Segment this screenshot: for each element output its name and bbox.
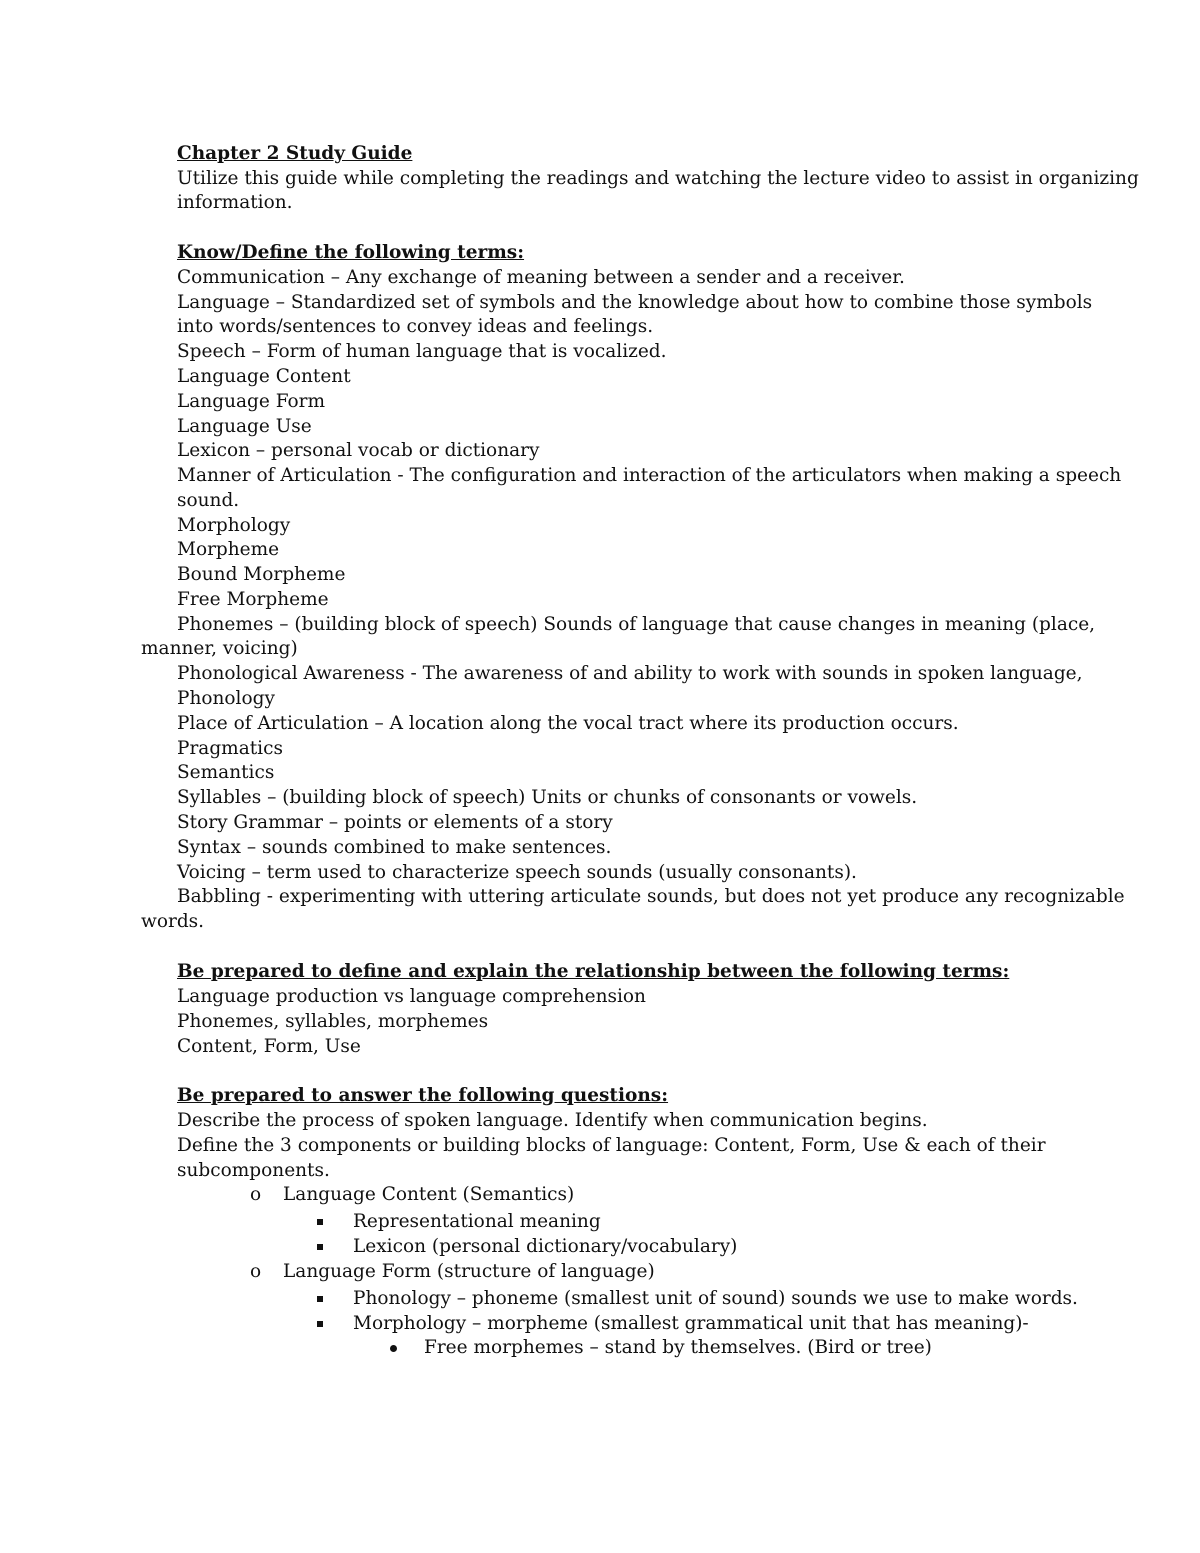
- question-line: Describe the process of spoken language. Identify when communication begins.: [177, 1110, 928, 1131]
- intro-line: information.: [177, 192, 293, 213]
- square-bullet-icon: [317, 1296, 323, 1302]
- relationship-heading: Be prepared to define and explain the relationship between the following terms:: [177, 961, 1010, 982]
- dot-bullet-icon: [390, 1345, 397, 1352]
- outline-level2: Morphology – morpheme (smallest grammatical unit that has meaning)-: [353, 1313, 1029, 1334]
- page-title: Chapter 2 Study Guide: [177, 143, 413, 164]
- relationship-line: Phonemes, syllables, morphemes: [177, 1011, 489, 1032]
- term-line: Syllables – (building block of speech) Units or chunks of consonants or vowels.: [177, 787, 918, 808]
- term-line: manner, voicing): [141, 638, 298, 659]
- questions-heading: Be prepared to answer the following questions:: [177, 1085, 669, 1106]
- outline-level2: Phonology – phoneme (smallest unit of sound) sounds we use to make words.: [353, 1288, 1078, 1309]
- circle-bullet-icon: o: [250, 1184, 262, 1205]
- term-line: Language Form: [177, 391, 326, 412]
- term-line: Story Grammar – points or elements of a story: [177, 812, 613, 833]
- term-line: Semantics: [177, 762, 275, 783]
- term-line: Communication – Any exchange of meaning between a sender and a receiver.: [177, 267, 905, 288]
- outline-level1: Language Content (Semantics): [283, 1184, 575, 1205]
- term-line: into words/sentences to convey ideas and feelings.: [177, 316, 654, 337]
- relationship-line: Language production vs language comprehension: [177, 986, 646, 1007]
- square-bullet-icon: [317, 1244, 323, 1250]
- square-bullet-icon: [317, 1219, 323, 1225]
- term-line: Phonemes – (building block of speech) Sounds of language that cause changes in meaning (place,: [177, 614, 1096, 635]
- term-line: Voicing – term used to characterize speech sounds (usually consonants).: [177, 862, 857, 883]
- term-line: Babbling - experimenting with uttering articulate sounds, but does not yet produce any recognizable: [177, 886, 1125, 907]
- term-line: Manner of Articulation - The configuration and interaction of the articulators when making a speech: [177, 465, 1122, 486]
- term-line: Place of Articulation – A location along the vocal tract where its production occurs.: [177, 713, 959, 734]
- term-line: Morpheme: [177, 539, 280, 560]
- intro-line: Utilize this guide while completing the readings and watching the lecture video to assist in organizing: [177, 168, 1139, 189]
- term-line: words.: [141, 911, 205, 932]
- term-line: Pragmatics: [177, 738, 283, 759]
- outline-level2: Lexicon (personal dictionary/vocabulary): [353, 1236, 738, 1257]
- term-line: Language – Standardized set of symbols and the knowledge about how to combine those symbols: [177, 292, 1093, 313]
- term-line: Language Use: [177, 416, 312, 437]
- question-line: Define the 3 components or building blocks of language: Content, Form, Use & each of their: [177, 1135, 1046, 1156]
- term-line: Morphology: [177, 515, 291, 536]
- term-line: Syntax – sounds combined to make sentences.: [177, 837, 612, 858]
- relationship-line: Content, Form, Use: [177, 1036, 361, 1057]
- circle-bullet-icon: o: [250, 1261, 262, 1282]
- term-line: Bound Morpheme: [177, 564, 346, 585]
- term-line: Language Content: [177, 366, 351, 387]
- term-line: Phonology: [177, 688, 275, 709]
- term-line: sound.: [177, 490, 240, 511]
- term-line: Phonological Awareness - The awareness of and ability to work with sounds in spoken language,: [177, 663, 1083, 684]
- square-bullet-icon: [317, 1321, 323, 1327]
- outline-level3: Free morphemes – stand by themselves. (Bird or tree): [424, 1337, 932, 1358]
- term-line: Free Morpheme: [177, 589, 329, 610]
- outline-level1: Language Form (structure of language): [283, 1261, 655, 1282]
- terms-heading: Know/Define the following terms:: [177, 242, 525, 263]
- question-line: subcomponents.: [177, 1160, 330, 1181]
- term-line: Lexicon – personal vocab or dictionary: [177, 440, 540, 461]
- term-line: Speech – Form of human language that is vocalized.: [177, 341, 667, 362]
- outline-level2: Representational meaning: [353, 1211, 601, 1232]
